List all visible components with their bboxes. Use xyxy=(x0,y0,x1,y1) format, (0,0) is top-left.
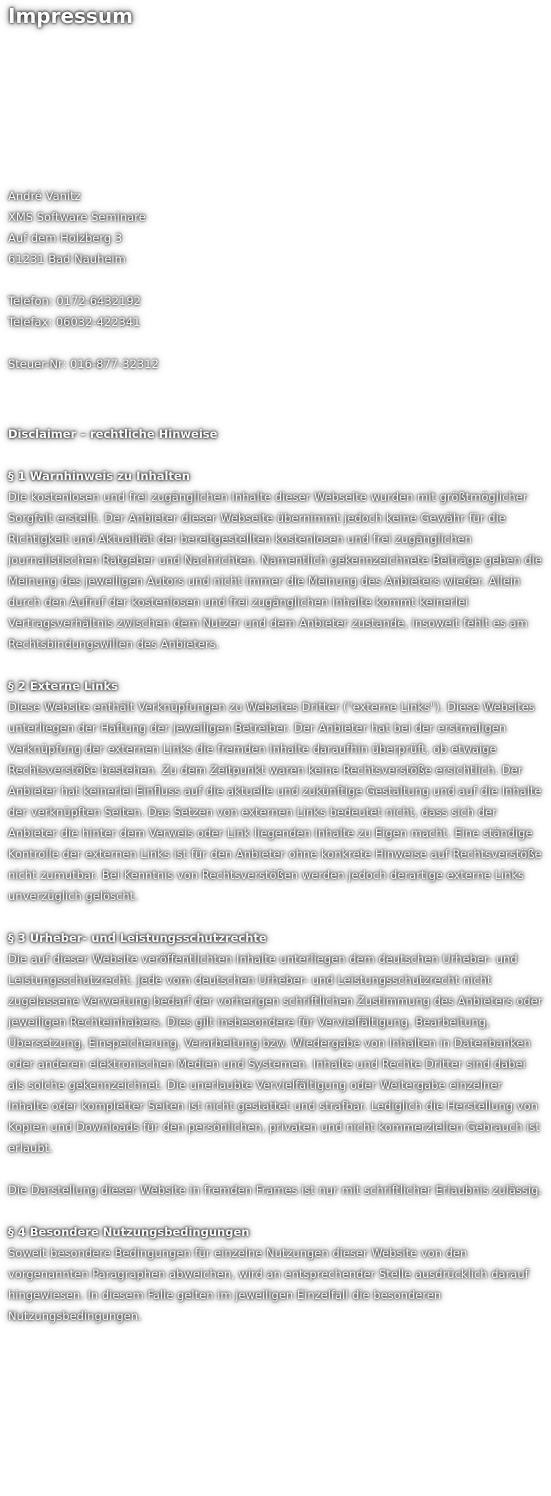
contact-tax-number: Steuer-Nr: 016-877-32312 xyxy=(8,357,159,371)
contact-phone: Telefon: 0172-6432192 xyxy=(8,294,141,308)
spacer xyxy=(8,270,544,291)
spacer xyxy=(8,333,544,354)
section-title: § 4 Besondere Nutzungsbedingungen xyxy=(8,1225,250,1239)
spacer xyxy=(8,1159,545,1180)
spacer xyxy=(8,655,545,676)
section-title: § 2 Externe Links xyxy=(8,679,118,693)
spacer xyxy=(8,907,545,928)
contact-city: 61231 Bad Nauheim xyxy=(8,252,126,266)
section-text: Die kostenlosen und frei zugänglichen Inhalte dieser Webseite wurden mit größtmöglicher Sorgfalt erstellt. Der Anbieter dieser Webseite übernimmt jedoch keine Gewähr für die Richtigkeit und Aktualität der bereitgestellten kostenlosen und frei zugänglichen journalistischen Ratgeber und Nachrichten. Namentlich gekennzeichnete Beiträge geben die Meinung des jeweiligen Autors und nicht immer die Meinung des Anbieters wieder. Allein durch den Aufruf der kostenlosen und frei zugänglichen Inhalte kommt keinerlei Vertragsverhältnis zwischen dem Nutzer und dem Anbieter zustande, insoweit fehlt es am Rechtsbindungswillen des Anbieters. xyxy=(8,490,542,651)
spacer xyxy=(8,445,545,466)
disclaimer-block xyxy=(8,424,545,1327)
section-title: § 3 Urheber- und Leistungsschutzrechte xyxy=(8,931,267,945)
contact-company: XMS Software Seminare xyxy=(8,210,146,224)
disclaimer-heading: Disclaimer – rechtliche Hinweise xyxy=(8,427,218,441)
section-text: Soweit besondere Bedingungen für einzelne Nutzungen dieser Website von den vorgenannten Paragraphen abweichen, wird an entsprechender Stelle ausdrücklich darauf hingewiesen. In diesem Falle gelten im jeweiligen Einzelfall die besonderen Nutzungsbedingungen. xyxy=(8,1246,529,1323)
spacer xyxy=(8,1201,545,1222)
page-title: Impressum xyxy=(8,4,133,28)
section-text: Diese Website enthält Verknüpfungen zu Websites Dritter ("externe Links"). Diese Websites unterliegen der Haftung der jeweiligen Betreiber. Der Anbieter hat bei der erstmaligen Verknüpfung der externen Links die fremden Inhalte daraufhin überprüft, ob etwaige Rechtsverstöße bestehen. Zu dem Zeitpunkt waren keine Rechtsverstöße ersichtlich. Der Anbieter hat keinerlei Einfluss auf die aktuelle und zukünftige Gestaltung und auf die Inhalte der verknüpften Seiten. Das Setzen von externen Links bedeutet nicht, dass sich der Anbieter die hinter dem Verweis oder Link liegenden Inhalte zu Eigen macht. Eine ständige Kontrolle der externen Links ist für den Anbieter ohne konkrete Hinweise auf Rechtsverstöße nicht zumutbar. Bei Kenntnis von Rechtsverstößen werden jedoch derartige externe Links unverzüglich gelöscht. xyxy=(8,700,542,903)
contact-street: Auf dem Holzberg 3 xyxy=(8,231,123,245)
contact-block xyxy=(8,186,544,375)
contact-name: André Vanitz xyxy=(8,189,81,203)
section-title: § 1 Warnhinweis zu Inhalten xyxy=(8,469,190,483)
section-extra-text: Die Darstellung dieser Website in fremden Frames ist nur mit schriftlicher Erlaubnis zulässig. xyxy=(8,1183,543,1197)
contact-fax: Telefax: 06032-422341 xyxy=(8,315,141,329)
section-text: Die auf dieser Website veröffentlichten Inhalte unterliegen dem deutschen Urheber- und Leistungsschutzrecht. Jede vom deutschen Urheber- und Leistungsschutzrecht nicht zugelassene Verwertung bedarf der vorherigen schriftlichen Zustimmung des Anbieters oder jeweiligen Rechteinhabers. Dies gilt insbesondere für Vervielfältigung, Bearbeitung, Übersetzung, Einspeicherung, Verarbeitung bzw. Wiedergabe von Inhalten in Datenbanken oder anderen elektronischen Medien und Systemen. Inhalte und Rechte Dritter sind dabei als solche gekennzeichnet. Die unerlaubte Vervielfältigung oder Weitergabe einzelner Inhalte oder kompletter Seiten ist nicht gestattet und strafbar. Lediglich die Herstellung von Kopien und Downloads für den persönlichen, privaten und nicht kommerziellen Gebrauch ist erlaubt. xyxy=(8,952,543,1155)
